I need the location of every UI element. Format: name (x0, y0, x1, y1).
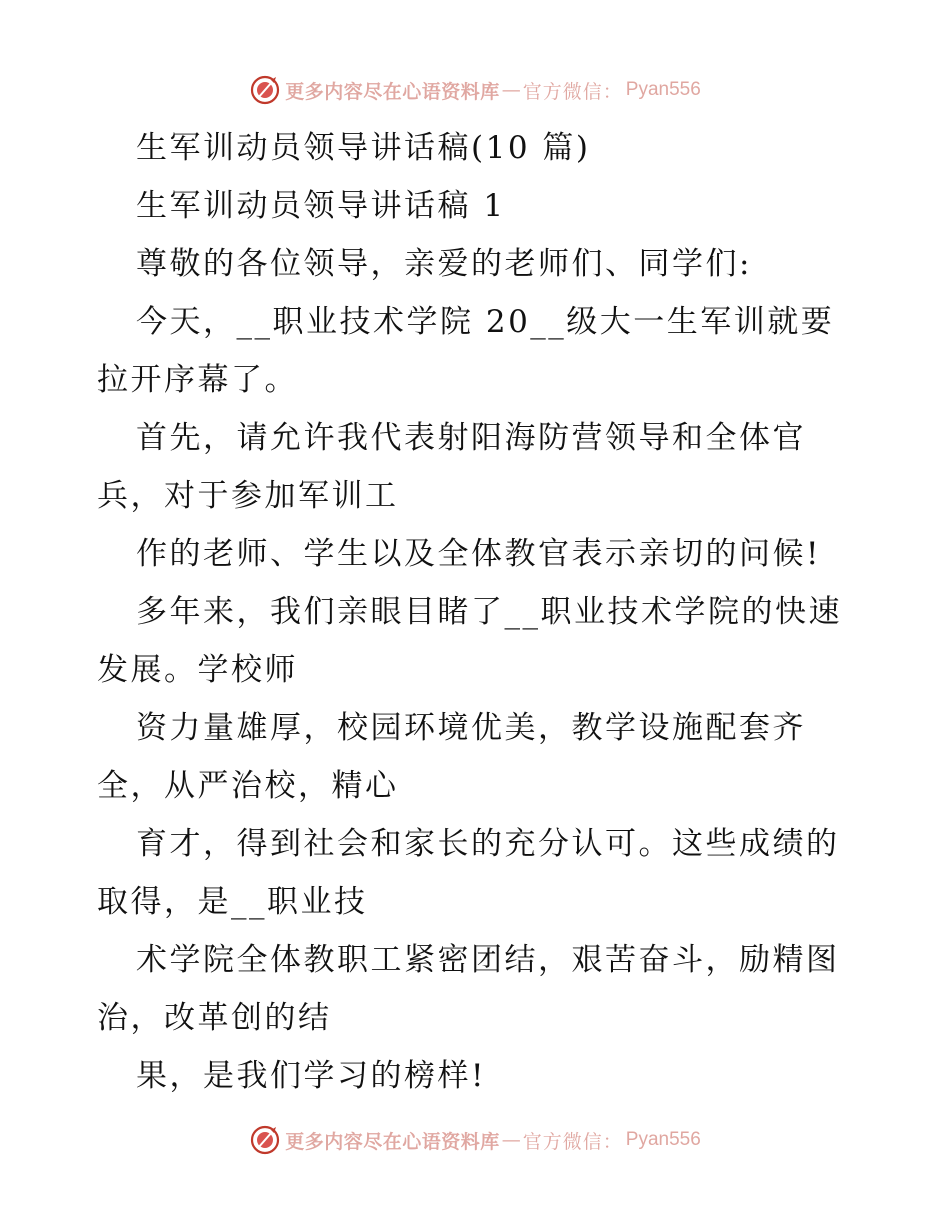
watermark-wechat-id: Pyan556 (625, 1129, 701, 1150)
watermark-dash: — (501, 1129, 521, 1151)
watermark-title: 更多内容尽在心语资料库 (285, 1130, 500, 1153)
document-title: 生军训动员领导讲话稿(10 篇) (136, 130, 591, 166)
text-line: 首先，请允许我代表射阳海防营领导和全体官 (136, 420, 806, 456)
text-line: 全，从严治校，精心 (97, 768, 399, 804)
watermark-wechat-id: Pyan556 (625, 79, 701, 100)
text-line: 兵，对于参加军训工 (97, 478, 399, 514)
text-line: 资力量雄厚，校园环境优美，教学设施配套齐 (136, 710, 806, 746)
watermark-dash: — (501, 79, 521, 101)
text-line: 育才，得到社会和家长的充分认可。这些成绩的 (136, 826, 840, 862)
footer-watermark (0, 1120, 950, 1160)
text-line: 今天，__职业技术学院 20__级大一生军训就要 (136, 304, 835, 340)
text-line: 发展。学校师 (97, 652, 298, 688)
quill-logo-icon (249, 74, 281, 106)
text-line: 治，改革创的结 (97, 1000, 332, 1036)
text-line: 多年来，我们亲眼目睹了__职业技术学院的快速 (136, 594, 842, 630)
watermark-title: 更多内容尽在心语资料库 (285, 80, 500, 103)
text-line: 取得，是__职业技 (97, 884, 368, 920)
watermark-separator: ： (602, 1130, 622, 1153)
watermark-label: 官方微信 (522, 1130, 603, 1153)
watermark-label: 官方微信 (522, 80, 603, 103)
salutation: 尊敬的各位领导，亲爱的老师们、同学们: (136, 246, 752, 282)
text-line: 术学院全体教职工紧密团结，艰苦奋斗，励精图 (136, 942, 840, 978)
section-heading: 生军训动员领导讲话稿 1 (136, 188, 506, 224)
watermark-separator: ： (602, 80, 622, 103)
quill-logo-icon (249, 1124, 281, 1156)
text-line: 拉开序幕了。 (97, 362, 298, 398)
header-watermark (0, 70, 950, 110)
text-line: 果，是我们学习的榜样! (136, 1058, 486, 1094)
text-line: 作的老师、学生以及全体教官表示亲切的问候! (136, 536, 821, 572)
